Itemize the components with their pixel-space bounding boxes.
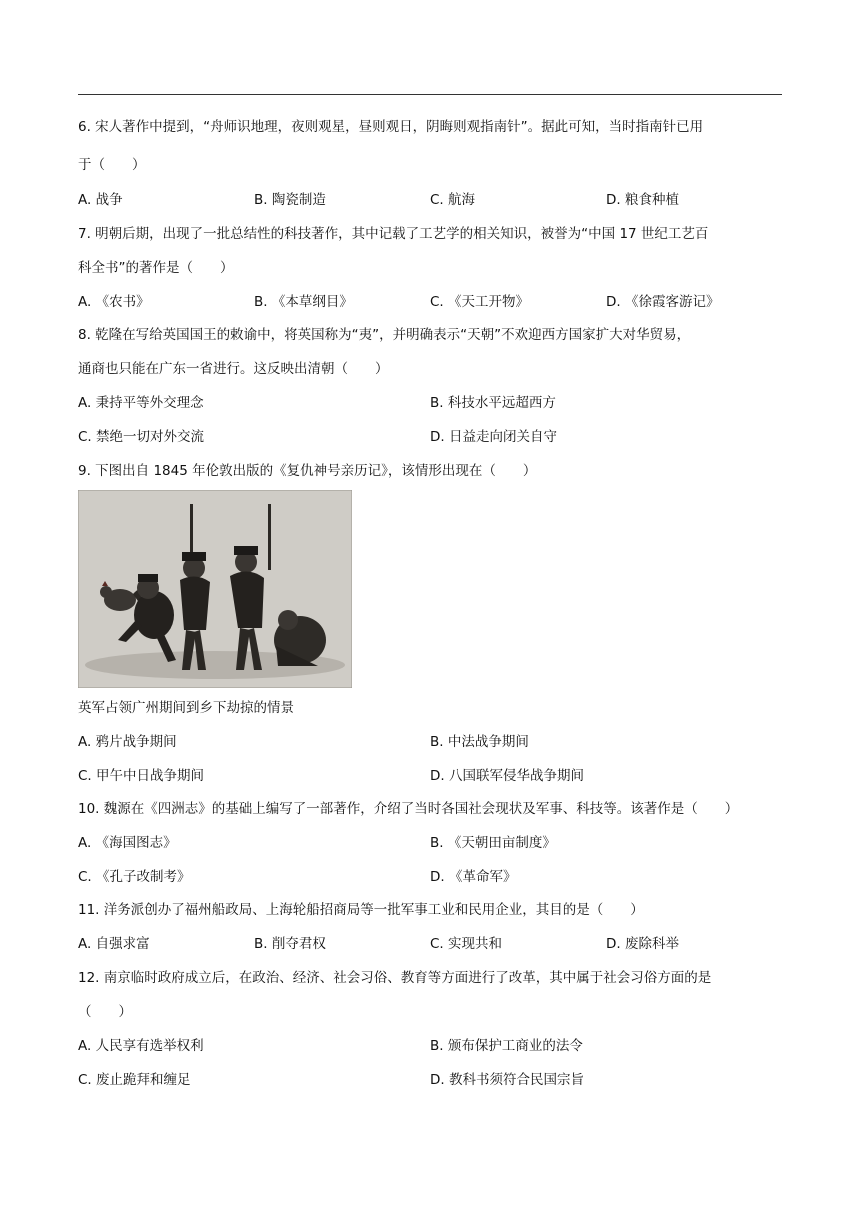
question-9-option-c: C. 甲午中日战争期间: [78, 768, 205, 784]
question-7-option-b: B. 《本草纲目》: [254, 294, 353, 310]
question-6-option-c: C. 航海: [430, 192, 476, 208]
question-12-option-b: B. 颁布保护工商业的法令: [430, 1038, 583, 1054]
question-7-option-d: D. 《徐霞客游记》: [606, 294, 720, 310]
question-11-option-d: D. 废除科举: [606, 936, 679, 952]
question-8-option-c: C. 禁绝一切对外交流: [78, 429, 205, 445]
question-6-stem-line-1: 6. 宋人著作中提到，“舟师识地理，夜则观星，昼则观日，阴晦则观指南针”。据此可知，当时指南针已用: [78, 119, 704, 135]
question-10-option-a: A. 《海国图志》: [78, 835, 177, 851]
question-12-stem-line-2: （ ）: [78, 1004, 132, 1020]
question-8-option-d: D. 日益走向闭关自守: [430, 429, 557, 445]
question-9-option-a: A. 鸦片战争期间: [78, 734, 177, 750]
question-12-stem-line-1: 12. 南京临时政府成立后，在政治、经济、社会习俗、教育等方面进行了改革，其中属于社会习俗方面的是: [78, 970, 712, 986]
question-6-option-a: A. 战争: [78, 192, 123, 208]
question-12-option-c: C. 废止跪拜和缠足: [78, 1072, 191, 1088]
question-12-option-a: A. 人民享有选举权利: [78, 1038, 204, 1054]
question-10-option-d: D. 《革命军》: [430, 869, 517, 885]
question-8-option-a: A. 秉持平等外交理念: [78, 395, 204, 411]
question-7-option-c: C. 《天工开物》: [430, 294, 530, 310]
question-8-option-b: B. 科技水平远超西方: [430, 395, 556, 411]
question-9-stem: 9. 下图出自 1845 年伦敦出版的《复仇神号亲历记》，该情形出现在（ ）: [78, 463, 537, 479]
question-9-option-b: B. 中法战争期间: [430, 734, 529, 750]
question-10-option-b: B. 《天朝田亩制度》: [430, 835, 556, 851]
illustration-graphic: [78, 490, 352, 688]
question-11-option-c: C. 实现共和: [430, 936, 503, 952]
question-6-option-d: D. 粮食种植: [606, 192, 679, 208]
question-6-stem-line-2: 于（ ）: [78, 157, 146, 173]
question-12-option-d: D. 教科书须符合民国宗旨: [430, 1072, 584, 1088]
question-11-option-a: A. 自强求富: [78, 936, 150, 952]
header-rule: [78, 94, 782, 95]
illustration-caption: 英军占领广州期间到乡下劫掠的情景: [78, 700, 294, 716]
question-7-option-a: A. 《农书》: [78, 294, 150, 310]
question-7-stem-line-2: 科全书”的著作是（ ）: [78, 260, 234, 276]
question-11-stem: 11. 洋务派创办了福州船政局、上海轮船招商局等一批军事工业和民用企业，其目的是（ ）: [78, 902, 644, 918]
question-10-stem: 10. 魏源在《四洲志》的基础上编写了一部著作，介绍了当时各国社会现状及军事、科技等。该著作是（ ）: [78, 801, 739, 817]
question-8-stem-line-1: 8. 乾隆在写给英国国王的敕谕中，将英国称为“夷”，并明确表示“天朝”不欢迎西方国家扩大对华贸易，: [78, 327, 691, 343]
question-6-option-b: B. 陶瓷制造: [254, 192, 326, 208]
question-8-stem-line-2: 通商也只能在广东一省进行。这反映出清朝（ ）: [78, 361, 389, 377]
historical-illustration: [78, 490, 352, 688]
question-7-stem-line-1: 7. 明朝后期，出现了一批总结性的科技著作，其中记载了工艺学的相关知识，被誉为“中国 17 世纪工艺百: [78, 226, 709, 242]
question-9-option-d: D. 八国联军侵华战争期间: [430, 768, 584, 784]
question-10-option-c: C. 《孔子改制考》: [78, 869, 191, 885]
question-11-option-b: B. 削夺君权: [254, 936, 326, 952]
